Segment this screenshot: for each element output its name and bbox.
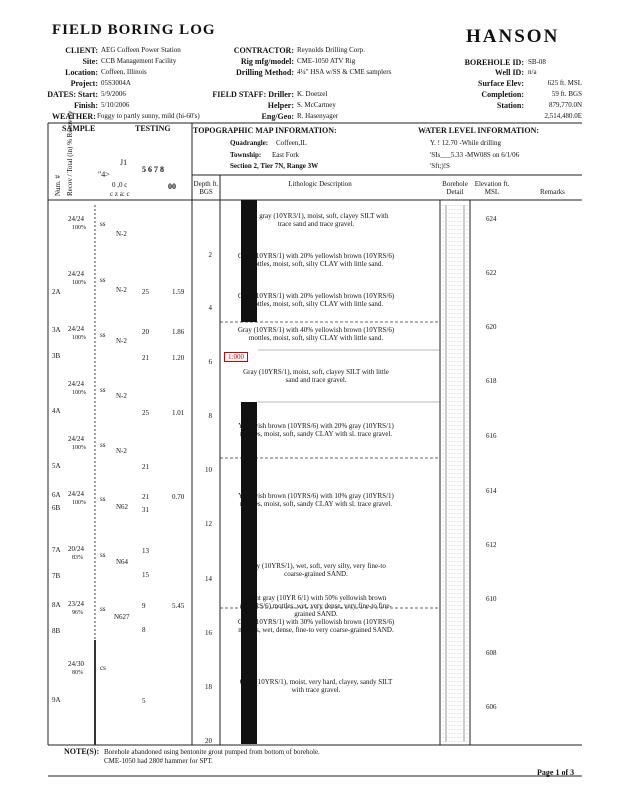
lithology-description: Yellowish brown (10YRS/6) with 20% gray (10YRS/1) mottles, moist, soft, sandy CLAY with sl. trace gravel. — [238, 422, 394, 438]
depth-tick: 12 — [205, 520, 212, 528]
client-value: AEG Coffeen Power Station — [101, 46, 181, 54]
sample-recovery: 24/24 — [68, 380, 84, 388]
elevation-tick: 606 — [486, 703, 497, 711]
lithology-description: Gray (10YRS/1) with 30% yellowish brown (10YRS/6) mottles, wet, dense, fine-to very coarse-grained SAND. — [237, 618, 395, 634]
sample-type: ss — [100, 441, 106, 449]
surface-label: Surface Elev: — [478, 79, 524, 88]
sample-percent: 96% — [72, 610, 83, 616]
sample-number: 7B — [52, 572, 61, 580]
sample-percent: 100% — [72, 390, 86, 396]
weather-value: Foggy to partly sunny, mild (hi-60's) — [97, 112, 200, 120]
sample-q-value: 5.45 — [172, 602, 185, 610]
sample-n-value: 21 — [142, 463, 149, 471]
sample-percent: 100% — [72, 335, 86, 341]
company-logo: HANSON — [466, 26, 560, 47]
sample-percent: 83% — [72, 555, 83, 561]
lithologic-heading: Lithologic Description — [288, 180, 352, 188]
site-label: Site: — [82, 57, 98, 66]
start-date: 5/9/2006 — [101, 90, 126, 98]
blow-heading-2: "4> — [98, 170, 110, 179]
water-line-3: 'Sft;)!S — [430, 162, 450, 170]
weather-label: WEATHER: — [52, 112, 96, 121]
driller-value: K. Doetzel — [297, 90, 328, 98]
sample-type: cs — [100, 664, 106, 672]
sample-blows: N-2 — [116, 286, 127, 294]
sample-number: 7A — [52, 546, 61, 554]
sample-number: 3A — [52, 326, 61, 334]
sample-recovery: 24/24 — [68, 435, 84, 443]
sample-recovery: 23/24 — [68, 600, 84, 608]
sample-type: ss — [100, 276, 106, 284]
notes-line-1: Borehole abandoned using bentonite grout pumped from bottom of borehole. — [104, 748, 320, 756]
section-value: Section 2, Tier 7N, Range 3W — [230, 162, 319, 170]
quad-label: Quadrangle: — [230, 139, 269, 147]
helper-label: Helper: — [267, 101, 294, 110]
township-label: Township: — [230, 151, 262, 159]
topo-heading: TOPOGRAPHIC MAP INFORMATION: — [193, 126, 337, 135]
sample-n-value: 21 — [142, 493, 149, 501]
sample-type: ss — [100, 605, 106, 613]
project-label: Project: — [70, 79, 98, 88]
depth-tick: 16 — [205, 629, 212, 637]
sample-q-value: 1.86 — [172, 328, 185, 336]
lithology-description: Gray (10YRS/1), moist, very hard, clayey, sandy SILT with trace gravel. — [239, 678, 393, 694]
lithology-description: Gray (10YRS/1) with 20% yellowish brown (10YRS/6) mottles, moist, soft, silty CLAY with little sand. — [237, 292, 395, 308]
lithology-description: Gray (10YRS/1), wet, soft, very silty, very fine-to coarse-grained SAND. — [246, 562, 386, 578]
sample-q-value: 1.01 — [172, 409, 185, 417]
remarks-heading: Remarks — [540, 188, 565, 196]
notes-label: NOTE(S): — [64, 747, 100, 756]
sample-n-value: 15 — [142, 571, 149, 579]
sample-q-value: 1.20 — [172, 354, 185, 362]
depth-tick: 14 — [205, 575, 212, 583]
sample-n-value: 21 — [142, 354, 149, 362]
elevation-heading: Elevation ft. MSL — [474, 180, 510, 196]
test-heading-numbers: 5 6 7 8 — [142, 165, 164, 174]
sample-number: 8A — [52, 601, 61, 609]
lithology-description: Gray (10YRS/1) with 40% yellowish brown (10YRS/6) mottles, moist, soft, silty CLAY with little sand. — [237, 326, 395, 342]
depth-tick: 18 — [205, 683, 212, 691]
sample-heading: SAMPLE — [62, 124, 96, 133]
water-line-2: 'SIs___5.33 -MW08S on 6/1/06 — [430, 151, 520, 159]
site-value: CCB Management Facility — [101, 57, 177, 65]
finish-date: 5/10/2006 — [101, 101, 130, 109]
sample-type: ss — [100, 495, 106, 503]
lithology-description: Yellowish brown (10YRS/6) with 10% gray (10YRS/1) mottles, moist, soft, sandy CLAY with sl. trace gravel. — [238, 492, 394, 508]
lithology-description: Gray (10YRS/1), moist, soft, clayey SILT with little sand and trace gravel. — [243, 368, 389, 384]
sample-n-value: 20 — [142, 328, 149, 336]
page-number: Page 1 of 3 — [537, 768, 575, 777]
sample-type: ss — [100, 551, 106, 559]
sample-n-value: 13 — [142, 547, 149, 555]
sample-percent: 100% — [72, 225, 86, 231]
elevation-tick: 622 — [486, 269, 497, 277]
elevation-tick: 612 — [486, 541, 497, 549]
sample-blows: N64 — [116, 558, 129, 566]
completion-label: Completion: — [481, 90, 524, 99]
sample-number: 6B — [52, 504, 61, 512]
sample-number: 2A — [52, 288, 61, 296]
depth-tick: 10 — [205, 466, 212, 474]
depth-tick: 8 — [208, 412, 212, 420]
testing-heading: TESTING — [135, 124, 171, 133]
blow-heading-1: J1 — [120, 158, 128, 167]
borehole-value: SB-08 — [528, 58, 546, 66]
sample-blows: N-2 — [116, 447, 127, 455]
borehole-detail-heading: Borehole Detail — [442, 180, 468, 196]
sample-percent: 100% — [72, 500, 86, 506]
method-value: 4¼" HSA w/SS & CME samplers — [297, 68, 392, 76]
enggeo-value: R. Hasenyager — [297, 112, 339, 120]
sample-number: 6A — [52, 491, 61, 499]
blow-heading-3: 0 ,0 c — [112, 181, 128, 189]
sample-recovery: 24/24 — [68, 270, 84, 278]
staff-label: FIELD STAFF: Driller: — [212, 90, 294, 99]
sample-recovery: 24/24 — [68, 490, 84, 498]
quad-value: Coffeen,IL — [276, 139, 307, 147]
depth-marker: 1:000 — [224, 352, 248, 362]
sample-n-value: 31 — [142, 506, 149, 514]
log-title: FIELD BORING LOG — [52, 22, 216, 38]
depth-heading: Depth ft. BGS — [193, 180, 219, 196]
surface-value: 625 ft. MSL — [547, 79, 582, 87]
lithology-description: Dark gray (10YR3/1), moist, soft, clayey SILT with trace sand and trace gravel. — [243, 212, 389, 228]
num-column-heading: Num. # — [54, 175, 62, 196]
station-east: 2,514,480.0E — [544, 112, 582, 120]
blow-heading-4: c z a: c — [110, 190, 130, 198]
sample-number: 4A — [52, 407, 61, 415]
lithology-description: Gray (10YRS/1) with 20% yellowish brown (10YRS/6) mottles, moist, soft, silty CLAY with little sand. — [237, 252, 395, 268]
sample-blows: N62 — [116, 503, 129, 511]
client-label: CLIENT: — [65, 46, 98, 55]
depth-tick: 2 — [208, 251, 212, 259]
contractor-label: CONTRACTOR: — [233, 46, 294, 55]
sample-q-value: 1.59 — [172, 288, 185, 296]
elevation-tick: 610 — [486, 595, 497, 603]
station-north: 879,770.0N — [548, 101, 582, 109]
sample-recovery: 24/24 — [68, 215, 84, 223]
sample-n-value: 5 — [142, 697, 146, 705]
recovery-column-heading: Recov / Total (in) % Recovery — [66, 110, 74, 196]
water-heading: WATER LEVEL INFORMATION: — [418, 126, 540, 135]
township-value: East Fork — [272, 151, 300, 159]
helper-value: S. McCartney — [297, 101, 336, 109]
sample-number: 5A — [52, 462, 61, 470]
sample-percent: 80% — [72, 670, 83, 676]
finish-label: Finish: — [73, 101, 98, 110]
sample-recovery: 24/30 — [68, 660, 84, 668]
depth-tick: 6 — [208, 358, 212, 366]
sample-percent: 100% — [72, 445, 86, 451]
sample-blows: N627 — [114, 613, 130, 621]
elevation-tick: 608 — [486, 649, 497, 657]
sample-n-value: 8 — [142, 626, 146, 634]
elevation-tick: 616 — [486, 432, 497, 440]
sample-number: 8B — [52, 627, 61, 635]
sample-q-value: 0.70 — [172, 493, 185, 501]
location-value: Coffeen, Illinois — [101, 68, 147, 76]
sample-blows: N-2 — [116, 337, 127, 345]
wellid-label: Well ID: — [494, 68, 524, 77]
sample-recovery: 20/24 — [68, 545, 84, 553]
method-label: Drilling Method: — [236, 68, 294, 77]
sample-number: 9A — [52, 696, 61, 704]
sample-type: ss — [100, 331, 106, 339]
elevation-tick: 620 — [486, 323, 497, 331]
borehole-label: BOREHOLE ID: — [464, 58, 524, 67]
elevation-tick: 614 — [486, 487, 497, 495]
location-label: Location: — [65, 68, 98, 77]
rig-value: CME-1050 ATV Rig — [297, 57, 356, 65]
enggeo-label: Eng/Geo: — [261, 112, 294, 121]
dates-label: DATES: Start: — [47, 90, 98, 99]
sample-percent: 100% — [72, 280, 86, 286]
sample-n-value: 25 — [142, 409, 149, 417]
sample-number: 3B — [52, 352, 61, 360]
sample-recovery: 24/24 — [68, 325, 84, 333]
sample-blows: N-2 — [116, 392, 127, 400]
station-label: Station: — [496, 101, 524, 110]
project-value: 05S3004A — [101, 79, 131, 87]
elevation-tick: 618 — [486, 377, 497, 385]
completion-value: 59 ft. BGS — [551, 90, 582, 98]
water-line-1: Y. ! 12.70 -While drilling — [430, 139, 502, 147]
sample-blows: N-2 — [116, 230, 127, 238]
rig-label: Rig mfg/model: — [240, 57, 294, 66]
notes-line-2: CME-1050 had 280# hammer for SPT. — [104, 757, 213, 765]
depth-tick: 20 — [205, 737, 212, 745]
sample-type: ss — [100, 386, 106, 394]
sample-n-value: 25 — [142, 288, 149, 296]
elevation-tick: 624 — [486, 215, 497, 223]
contractor-value: Reynolds Drilling Corp. — [297, 46, 365, 54]
sample-n-value: 9 — [142, 602, 146, 610]
test-heading-zero: 00 — [168, 182, 176, 191]
wellid-value: n/a — [528, 68, 537, 76]
lithology-description: Light gray (10YR 6/1) with 50% yellowish brown (10YRS/6) mottles, wet, very dense, very fine-to fine-grained SAND. — [240, 594, 392, 618]
depth-tick: 4 — [208, 304, 212, 312]
sample-type: ss — [100, 220, 106, 228]
